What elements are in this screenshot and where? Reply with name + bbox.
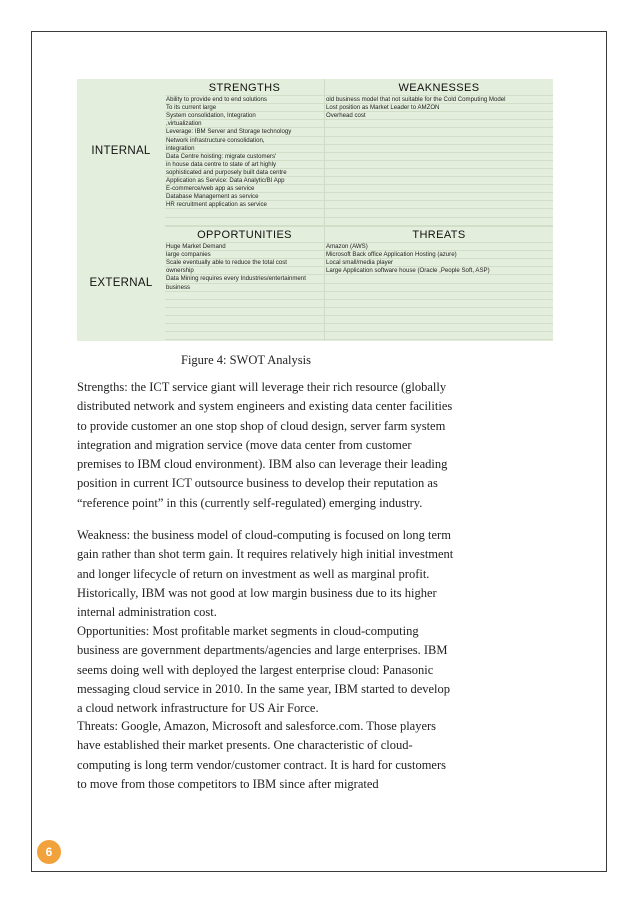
opportunity-item: Huge Market Demand	[166, 243, 226, 250]
strength-item: Ability to provide end to end solutions	[166, 96, 267, 103]
threats-header: THREATS	[412, 229, 466, 241]
strength-item: E-commerce/web app as service	[166, 185, 255, 193]
strength-item: HR recruitment application as service	[166, 201, 267, 209]
strength-item: Data Centre hoisting: migrate customers'	[166, 152, 277, 160]
strength-item: To its current large	[166, 104, 217, 112]
swot-row-line	[165, 323, 553, 324]
swot-row-line	[165, 339, 553, 340]
swot-table	[77, 79, 553, 341]
weakness-item: Overhead cost	[326, 112, 366, 120]
strength-item: Database Management as service	[166, 193, 259, 201]
swot-row-line	[165, 307, 553, 308]
strength-item: Application as Service: Data Analytic/BI App	[166, 177, 285, 184]
opportunity-item: large companies	[166, 251, 211, 259]
paragraph-strengths: Strengths: the ICT service giant will leverage their rich resource (globally distributed network and system engineers and existing data center facilities to provide customer an one stop shop of cloud design, server farm system integration and migration service (move data center from customer premises to IBM cloud environment). IBM also can leverage their leading position in current ICT outsource business to develop their reputation as “reference point” in this (currently self-regulated) emerging industry.	[77, 380, 453, 510]
swot-row-line	[165, 226, 553, 227]
swot-row-line	[165, 225, 553, 226]
strength-item: sophisticated and purposely built data centre	[166, 168, 287, 176]
opportunity-item: ownership	[166, 267, 194, 275]
strengths-header: STRENGTHS	[208, 82, 281, 94]
swot-side-column	[77, 79, 165, 341]
strength-item: ,virtualization	[166, 120, 202, 128]
paragraph-threats: Threats: Google, Amazon, Microsoft and salesforce.com. Those players have established their market presents. One characteristic of cloud-computing is long term vendor/customer contract. It is hard for customers to move from those competitors to IBM since after migrated	[77, 719, 447, 791]
figure-caption: Figure 4: SWOT Analysis	[181, 353, 311, 367]
threat-item: Microsoft Back office Application Hosting (azure)	[326, 251, 457, 259]
threat-item: Large Application software house (Oracle ,People Soft, ASP)	[326, 267, 490, 275]
swot-row-line	[165, 315, 553, 316]
paragraph-opportunities: Opportunities: Most profitable market segments in cloud-computing business are government departments/agencies and large enterprises. IBM seems doing well with deployed the largest enterprise cloud: Panasonic messaging cloud service in 2010. In the same year, IBM started to develop a cloud network infrastructure for US Air Force.	[77, 624, 451, 716]
swot-row-line	[165, 299, 553, 300]
weaknesses-header: WEAKNESSES	[398, 82, 480, 94]
strength-item: Network infrastructure consolidation,	[166, 136, 265, 144]
opportunity-item: business	[166, 283, 191, 291]
weakness-item: Lost position as Market Leader to AMZON	[326, 104, 440, 112]
threat-item: Local small/media player	[326, 259, 394, 267]
page-number-badge: 6	[37, 840, 61, 864]
paragraph-weakness: Weakness: the business model of cloud-computing is focused on long term gain rather than shot term gain. It requires relatively high initial investment and longer lifecycle of return on investment as well as marginal profit. Historically, IBM was not good at low margin business due to its higher internal administration cost.	[77, 528, 454, 620]
opportunities-header: OPPORTUNITIES	[197, 229, 292, 241]
strength-item: System consolidation, Integration	[166, 112, 256, 120]
opportunity-item: Data Mining requires every Industries/entertainment	[166, 275, 306, 283]
strength-item: Leverage: IBM Server and Storage technology	[166, 128, 292, 136]
internal-label: INTERNAL	[91, 145, 151, 157]
swot-row-line	[165, 331, 553, 332]
weakness-item: old business model that not suitable for the Cold Computing Model	[326, 96, 506, 103]
swot-grid	[165, 79, 553, 341]
threat-item: Amazon (AWS)	[326, 243, 368, 250]
swot-row-line	[165, 217, 553, 218]
strength-item: in house data centre to state of art highly	[166, 160, 277, 168]
strength-item: integration	[166, 144, 195, 152]
external-label: EXTERNAL	[89, 277, 153, 289]
opportunity-item: Scale eventually able to reduce the total cost	[166, 259, 287, 267]
